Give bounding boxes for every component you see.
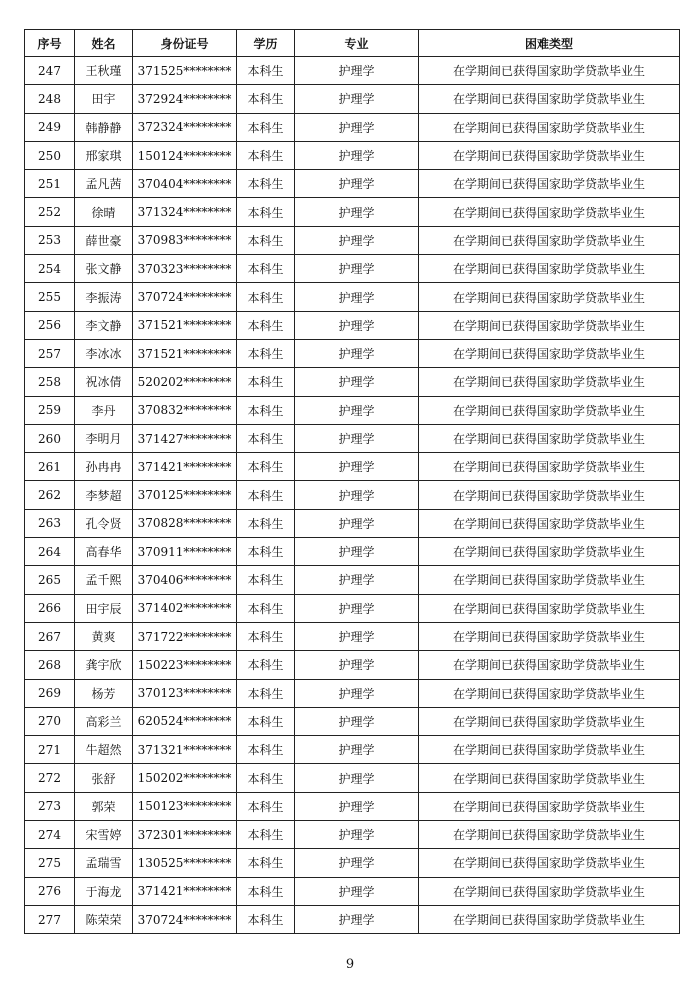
cell-education: 本科生: [237, 679, 295, 707]
cell-name: 李丹: [75, 396, 133, 424]
cell-education: 本科生: [237, 736, 295, 764]
cell-serial-number: 248: [25, 85, 75, 113]
cell-major: 护理学: [295, 594, 419, 622]
cell-education: 本科生: [237, 849, 295, 877]
cell-serial-number: 273: [25, 792, 75, 820]
cell-serial-number: 277: [25, 905, 75, 933]
cell-difficulty-type: 在学期间已获得国家助学贷款毕业生: [419, 821, 680, 849]
cell-major: 护理学: [295, 453, 419, 481]
cell-difficulty-type: 在学期间已获得国家助学贷款毕业生: [419, 424, 680, 452]
cell-serial-number: 255: [25, 283, 75, 311]
cell-serial-number: 264: [25, 538, 75, 566]
cell-education: 本科生: [237, 594, 295, 622]
cell-id-number: 371421********: [133, 453, 237, 481]
cell-id-number: 371421********: [133, 877, 237, 905]
cell-difficulty-type: 在学期间已获得国家助学贷款毕业生: [419, 792, 680, 820]
cell-name: 李梦超: [75, 481, 133, 509]
cell-name: 李冰冰: [75, 339, 133, 367]
cell-education: 本科生: [237, 141, 295, 169]
cell-id-number: 150123********: [133, 792, 237, 820]
cell-name: 韩静静: [75, 113, 133, 141]
table-row: [25, 821, 680, 849]
cell-difficulty-type: 在学期间已获得国家助学贷款毕业生: [419, 255, 680, 283]
cell-id-number: 372924********: [133, 85, 237, 113]
table-row: [25, 170, 680, 198]
table-row: [25, 594, 680, 622]
cell-difficulty-type: 在学期间已获得国家助学贷款毕业生: [419, 113, 680, 141]
cell-difficulty-type: 在学期间已获得国家助学贷款毕业生: [419, 679, 680, 707]
cell-education: 本科生: [237, 113, 295, 141]
cell-name: 于海龙: [75, 877, 133, 905]
cell-serial-number: 267: [25, 622, 75, 650]
cell-education: 本科生: [237, 57, 295, 85]
student-table: [24, 29, 680, 934]
cell-difficulty-type: 在学期间已获得国家助学贷款毕业生: [419, 368, 680, 396]
cell-education: 本科生: [237, 453, 295, 481]
cell-major: 护理学: [295, 736, 419, 764]
cell-education: 本科生: [237, 311, 295, 339]
cell-difficulty-type: 在学期间已获得国家助学贷款毕业生: [419, 339, 680, 367]
cell-major: 护理学: [295, 679, 419, 707]
cell-id-number: 370828********: [133, 509, 237, 537]
cell-major: 护理学: [295, 57, 419, 85]
cell-name: 徐晴: [75, 198, 133, 226]
cell-difficulty-type: 在学期间已获得国家助学贷款毕业生: [419, 283, 680, 311]
cell-difficulty-type: 在学期间已获得国家助学贷款毕业生: [419, 905, 680, 933]
cell-id-number: 130525********: [133, 849, 237, 877]
cell-education: 本科生: [237, 707, 295, 735]
cell-id-number: 371722********: [133, 622, 237, 650]
cell-major: 护理学: [295, 170, 419, 198]
cell-difficulty-type: 在学期间已获得国家助学贷款毕业生: [419, 453, 680, 481]
cell-major: 护理学: [295, 198, 419, 226]
table-row: [25, 339, 680, 367]
cell-difficulty-type: 在学期间已获得国家助学贷款毕业生: [419, 538, 680, 566]
cell-major: 护理学: [295, 622, 419, 650]
cell-name: 孟千熙: [75, 566, 133, 594]
cell-major: 护理学: [295, 339, 419, 367]
cell-major: 护理学: [295, 821, 419, 849]
cell-serial-number: 253: [25, 226, 75, 254]
cell-id-number: 620524********: [133, 707, 237, 735]
cell-major: 护理学: [295, 877, 419, 905]
cell-name: 牛超然: [75, 736, 133, 764]
cell-major: 护理学: [295, 764, 419, 792]
cell-serial-number: 266: [25, 594, 75, 622]
cell-education: 本科生: [237, 170, 295, 198]
cell-major: 护理学: [295, 226, 419, 254]
cell-name: 孟瑞雪: [75, 849, 133, 877]
cell-id-number: 370406********: [133, 566, 237, 594]
cell-education: 本科生: [237, 821, 295, 849]
table-row: [25, 198, 680, 226]
cell-difficulty-type: 在学期间已获得国家助学贷款毕业生: [419, 57, 680, 85]
cell-name: 高彩兰: [75, 707, 133, 735]
cell-serial-number: 260: [25, 424, 75, 452]
cell-name: 宋雪婷: [75, 821, 133, 849]
cell-name: 张舒: [75, 764, 133, 792]
cell-difficulty-type: 在学期间已获得国家助学贷款毕业生: [419, 622, 680, 650]
cell-serial-number: 254: [25, 255, 75, 283]
cell-difficulty-type: 在学期间已获得国家助学贷款毕业生: [419, 85, 680, 113]
cell-name: 李明月: [75, 424, 133, 452]
cell-education: 本科生: [237, 509, 295, 537]
cell-education: 本科生: [237, 339, 295, 367]
cell-serial-number: 249: [25, 113, 75, 141]
table-row: [25, 679, 680, 707]
cell-major: 护理学: [295, 396, 419, 424]
cell-education: 本科生: [237, 368, 295, 396]
cell-id-number: 370125********: [133, 481, 237, 509]
cell-id-number: 371521********: [133, 339, 237, 367]
cell-serial-number: 252: [25, 198, 75, 226]
cell-name: 祝冰倩: [75, 368, 133, 396]
cell-difficulty-type: 在学期间已获得国家助学贷款毕业生: [419, 311, 680, 339]
cell-id-number: 520202********: [133, 368, 237, 396]
cell-education: 本科生: [237, 566, 295, 594]
header-difficulty-type: 困难类型: [419, 30, 680, 57]
cell-difficulty-type: 在学期间已获得国家助学贷款毕业生: [419, 170, 680, 198]
table-row: [25, 283, 680, 311]
cell-education: 本科生: [237, 424, 295, 452]
cell-id-number: 370724********: [133, 905, 237, 933]
cell-id-number: 372301********: [133, 821, 237, 849]
table-row: [25, 57, 680, 85]
table-row: [25, 226, 680, 254]
header-id-number: 身份证号: [133, 30, 237, 57]
table-row: [25, 424, 680, 452]
cell-serial-number: 258: [25, 368, 75, 396]
cell-serial-number: 271: [25, 736, 75, 764]
cell-education: 本科生: [237, 764, 295, 792]
cell-serial-number: 247: [25, 57, 75, 85]
cell-education: 本科生: [237, 792, 295, 820]
cell-name: 龚宇欣: [75, 651, 133, 679]
cell-education: 本科生: [237, 622, 295, 650]
cell-name: 李文静: [75, 311, 133, 339]
cell-education: 本科生: [237, 255, 295, 283]
table-row: [25, 707, 680, 735]
cell-education: 本科生: [237, 283, 295, 311]
cell-difficulty-type: 在学期间已获得国家助学贷款毕业生: [419, 651, 680, 679]
cell-id-number: 370832********: [133, 396, 237, 424]
cell-name: 高春华: [75, 538, 133, 566]
table-row: [25, 538, 680, 566]
cell-id-number: 370911********: [133, 538, 237, 566]
table-header: [25, 30, 680, 57]
cell-name: 田宇: [75, 85, 133, 113]
cell-difficulty-type: 在学期间已获得国家助学贷款毕业生: [419, 141, 680, 169]
table-row: [25, 481, 680, 509]
cell-name: 郭荣: [75, 792, 133, 820]
cell-id-number: 371521********: [133, 311, 237, 339]
cell-major: 护理学: [295, 905, 419, 933]
cell-difficulty-type: 在学期间已获得国家助学贷款毕业生: [419, 594, 680, 622]
cell-id-number: 372324********: [133, 113, 237, 141]
cell-major: 护理学: [295, 283, 419, 311]
cell-serial-number: 262: [25, 481, 75, 509]
cell-difficulty-type: 在学期间已获得国家助学贷款毕业生: [419, 736, 680, 764]
cell-serial-number: 250: [25, 141, 75, 169]
table-row: [25, 566, 680, 594]
cell-serial-number: 256: [25, 311, 75, 339]
cell-name: 田宇辰: [75, 594, 133, 622]
cell-major: 护理学: [295, 255, 419, 283]
cell-name: 薛世豪: [75, 226, 133, 254]
cell-id-number: 371525********: [133, 57, 237, 85]
cell-serial-number: 268: [25, 651, 75, 679]
cell-education: 本科生: [237, 396, 295, 424]
cell-serial-number: 275: [25, 849, 75, 877]
cell-difficulty-type: 在学期间已获得国家助学贷款毕业生: [419, 707, 680, 735]
cell-major: 护理学: [295, 113, 419, 141]
cell-serial-number: 251: [25, 170, 75, 198]
cell-serial-number: 276: [25, 877, 75, 905]
cell-major: 护理学: [295, 651, 419, 679]
cell-serial-number: 269: [25, 679, 75, 707]
cell-serial-number: 270: [25, 707, 75, 735]
header-serial-number: 序号: [25, 30, 75, 57]
cell-education: 本科生: [237, 198, 295, 226]
header-education: 学历: [237, 30, 295, 57]
table-row: [25, 622, 680, 650]
cell-education: 本科生: [237, 85, 295, 113]
table-row: [25, 368, 680, 396]
table-row: [25, 255, 680, 283]
cell-major: 护理学: [295, 85, 419, 113]
cell-education: 本科生: [237, 905, 295, 933]
table-row: [25, 311, 680, 339]
cell-id-number: 371321********: [133, 736, 237, 764]
cell-education: 本科生: [237, 226, 295, 254]
cell-major: 护理学: [295, 849, 419, 877]
cell-name: 孔令贤: [75, 509, 133, 537]
table-row: [25, 764, 680, 792]
cell-serial-number: 261: [25, 453, 75, 481]
header-row: [25, 30, 680, 57]
cell-major: 护理学: [295, 424, 419, 452]
cell-education: 本科生: [237, 481, 295, 509]
page-number: 9: [345, 957, 355, 972]
cell-name: 张文静: [75, 255, 133, 283]
cell-major: 护理学: [295, 368, 419, 396]
cell-education: 本科生: [237, 538, 295, 566]
table-row: [25, 736, 680, 764]
cell-serial-number: 274: [25, 821, 75, 849]
cell-id-number: 371402********: [133, 594, 237, 622]
cell-name: 孙冉冉: [75, 453, 133, 481]
cell-difficulty-type: 在学期间已获得国家助学贷款毕业生: [419, 849, 680, 877]
cell-name: 杨芳: [75, 679, 133, 707]
cell-id-number: 370323********: [133, 255, 237, 283]
cell-id-number: 150223********: [133, 651, 237, 679]
cell-serial-number: 257: [25, 339, 75, 367]
cell-name: 李振涛: [75, 283, 133, 311]
table-row: [25, 651, 680, 679]
cell-serial-number: 259: [25, 396, 75, 424]
cell-difficulty-type: 在学期间已获得国家助学贷款毕业生: [419, 566, 680, 594]
table-row: [25, 849, 680, 877]
cell-name: 孟凡茜: [75, 170, 133, 198]
cell-difficulty-type: 在学期间已获得国家助学贷款毕业生: [419, 396, 680, 424]
cell-difficulty-type: 在学期间已获得国家助学贷款毕业生: [419, 226, 680, 254]
table-row: [25, 792, 680, 820]
cell-name: 陈荣荣: [75, 905, 133, 933]
table-row: [25, 905, 680, 933]
cell-id-number: 370983********: [133, 226, 237, 254]
cell-major: 护理学: [295, 707, 419, 735]
cell-major: 护理学: [295, 566, 419, 594]
cell-education: 本科生: [237, 651, 295, 679]
cell-major: 护理学: [295, 538, 419, 566]
cell-major: 护理学: [295, 311, 419, 339]
cell-difficulty-type: 在学期间已获得国家助学贷款毕业生: [419, 764, 680, 792]
cell-id-number: 150202********: [133, 764, 237, 792]
cell-id-number: 370404********: [133, 170, 237, 198]
cell-difficulty-type: 在学期间已获得国家助学贷款毕业生: [419, 481, 680, 509]
cell-difficulty-type: 在学期间已获得国家助学贷款毕业生: [419, 509, 680, 537]
table-row: [25, 113, 680, 141]
cell-major: 护理学: [295, 141, 419, 169]
cell-id-number: 370123********: [133, 679, 237, 707]
table-row: [25, 85, 680, 113]
table-row: [25, 509, 680, 537]
header-major: 专业: [295, 30, 419, 57]
cell-id-number: 370724********: [133, 283, 237, 311]
cell-major: 护理学: [295, 481, 419, 509]
cell-id-number: 371324********: [133, 198, 237, 226]
cell-education: 本科生: [237, 877, 295, 905]
table-row: [25, 141, 680, 169]
cell-name: 王秋瑾: [75, 57, 133, 85]
table-body: [25, 57, 680, 934]
cell-serial-number: 263: [25, 509, 75, 537]
cell-serial-number: 272: [25, 764, 75, 792]
table-row: [25, 396, 680, 424]
cell-difficulty-type: 在学期间已获得国家助学贷款毕业生: [419, 198, 680, 226]
header-name: 姓名: [75, 30, 133, 57]
cell-name: 黄爽: [75, 622, 133, 650]
table-row: [25, 877, 680, 905]
cell-id-number: 371427********: [133, 424, 237, 452]
cell-major: 护理学: [295, 792, 419, 820]
cell-major: 护理学: [295, 509, 419, 537]
cell-id-number: 150124********: [133, 141, 237, 169]
cell-difficulty-type: 在学期间已获得国家助学贷款毕业生: [419, 877, 680, 905]
cell-serial-number: 265: [25, 566, 75, 594]
cell-name: 邢家琪: [75, 141, 133, 169]
table-row: [25, 453, 680, 481]
